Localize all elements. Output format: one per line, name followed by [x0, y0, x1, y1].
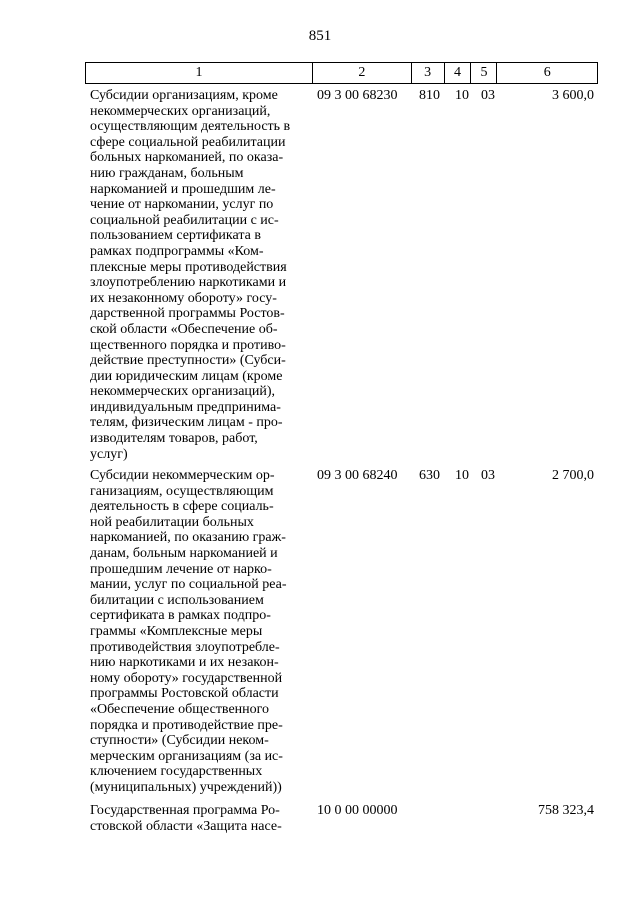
description-line: больных наркоманией, по оказа-: [90, 150, 284, 166]
subsection-code: 03: [481, 88, 495, 103]
header-col-5: 5: [471, 63, 497, 83]
description-line: Субсидии некоммерческим ор-: [90, 468, 275, 483]
description-line: рамках подпрограммы «Ком-: [90, 243, 264, 259]
header-col-4: 4: [445, 63, 472, 83]
amount: 758 323,4: [538, 803, 594, 818]
description-line: ной реабилитации больных: [90, 514, 254, 530]
description-line: наркоманией, по оказанию граж-: [90, 530, 286, 546]
description-line: злоупотреблению наркотиками и: [90, 275, 287, 291]
description-line: (муниципальных) учреждений)): [90, 779, 282, 795]
amount: 2 700,0: [552, 468, 594, 483]
description-line: плексные меры противодействия: [90, 259, 287, 275]
description-line: ключением государственных: [90, 764, 263, 780]
description-line: билитации с использованием: [90, 592, 264, 608]
expense-type: 630: [419, 468, 440, 483]
description-line: мерческим организациям (за ис-: [90, 748, 283, 764]
header-col-6: 6: [543, 65, 551, 80]
description-line: действие преступности» (Субси-: [90, 353, 286, 369]
description-line: нию гражданам, больным: [90, 165, 244, 181]
description-line: их незаконному обороту» госу-: [90, 290, 277, 306]
header-col-1: 1: [86, 63, 313, 83]
table-header: [85, 62, 598, 84]
description-line: пользованием сертификата в: [90, 228, 261, 244]
description-line: услуг): [90, 446, 128, 462]
description-line: «Обеспечение общественного: [90, 701, 270, 717]
target-code: 09 3 00 68240: [317, 468, 398, 483]
description-line: индивидуальным предпринима-: [90, 399, 281, 415]
description-line: дарственной программы Ростов-: [90, 306, 285, 322]
page-number: 851: [308, 28, 332, 44]
description-line: изводителям товаров, работ,: [90, 431, 258, 447]
description-line: чение от наркомании, услуг по: [90, 197, 274, 213]
description-line: мании, услуг по социальной реа-: [90, 577, 287, 593]
description-line: противодействия злоупотребле-: [90, 639, 280, 655]
description-line: порядка и противодействие пре-: [90, 717, 283, 733]
target-code: 09 3 00 68230: [317, 88, 398, 103]
description-line: щественного порядка и противо-: [90, 337, 286, 353]
description-line: телям, физическим лицам - про-: [90, 415, 283, 431]
amount: 3 600,0: [552, 88, 594, 103]
section-code: 10: [455, 468, 469, 483]
description-line: сертификата в рамках подпро-: [90, 608, 271, 624]
description-line: некоммерческих организаций),: [90, 384, 276, 400]
description-line: сфере социальной реабилитации: [90, 134, 286, 150]
description-line: дии юридическим лицам (кроме: [90, 368, 283, 384]
description-line: ской области «Обеспечение об-: [90, 321, 278, 337]
description-line: ному обороту» государственной: [90, 670, 283, 686]
description-line: стовской области «Защита насе-: [90, 818, 282, 834]
expense-type: 810: [419, 88, 440, 103]
description-line: деятельность в сфере социаль-: [90, 499, 274, 515]
description-line: граммы «Комплексные меры: [90, 623, 263, 639]
header-col-2: 2: [313, 63, 412, 83]
row-description: [90, 803, 310, 834]
description-line: программы Ростовской области: [90, 686, 279, 702]
description-line: ступности» (Субсидии неком-: [90, 733, 269, 749]
description-line: данам, больным наркоманией и: [90, 545, 278, 561]
subsection-code: 03: [481, 468, 495, 483]
description-line: нию наркотиками и их незакон-: [90, 655, 279, 671]
row-description: [90, 88, 310, 462]
description-line: Субсидии организациям, кроме: [90, 88, 278, 103]
description-line: прошедшим лечение от нарко-: [90, 561, 272, 577]
section-code: 10: [455, 88, 469, 103]
description-line: наркоманией и прошедшим ле-: [90, 181, 276, 197]
description-line: Государственная программа Ро-: [90, 803, 280, 818]
description-line: осуществляющим деятельность в: [90, 119, 291, 135]
description-line: ганизациям, осуществляющим: [90, 483, 274, 499]
row-description: [90, 468, 310, 795]
description-line: некоммерческих организаций,: [90, 103, 271, 119]
description-line: социальной реабилитации с ис-: [90, 212, 279, 228]
header-col-3: 3: [412, 63, 445, 83]
target-code: 10 0 00 00000: [317, 803, 398, 818]
